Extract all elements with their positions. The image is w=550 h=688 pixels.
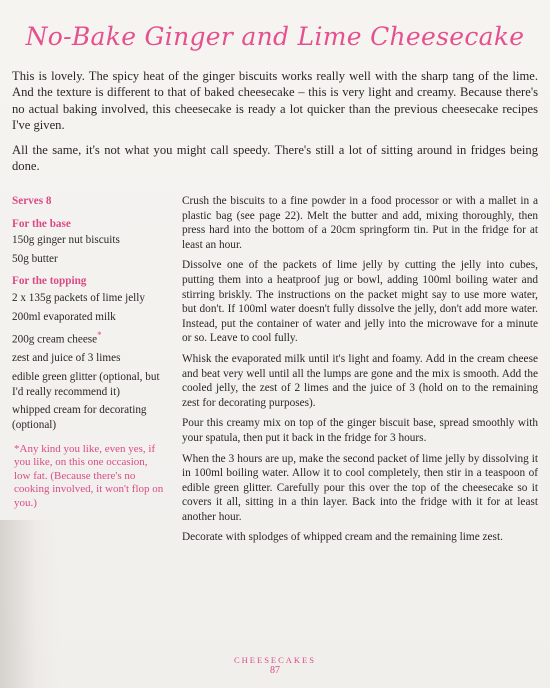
page-footer (0, 655, 550, 676)
ingredient-item (12, 328, 172, 347)
ingredient-item: 2 x 135g packets of lime jelly (12, 291, 145, 304)
method-step: Crush the biscuits to a fine powder in a food processor or with a mallet in a plastic bag (see page 22). Melt the butter and add, mixing thoroughly, then press hard into the bottom of a 20cm springform tin. Put in the fridge for at least an hour. (182, 195, 538, 251)
ingredient-item: zest and juice of 3 limes (12, 352, 121, 365)
method-column (182, 194, 538, 551)
base-heading: For the base (12, 217, 71, 230)
method-step: Decorate with splodges of whipped cream and the remaining lime zest. (182, 531, 503, 544)
ingredient-item: whipped cream for decorating (optional) (12, 404, 147, 431)
ingredient-item: 50g butter (12, 252, 58, 265)
ingredient-item: 200ml evaporated milk (12, 310, 116, 323)
recipe-title: No-Bake Ginger and Lime Cheesecake (25, 22, 525, 51)
method-step: Pour this creamy mix on top of the ginger biscuit base, spread smoothly with your spatula, then put it back in the fridge for 3 hours. (182, 417, 538, 444)
intro-text (12, 68, 538, 182)
ingredient-item: edible green glitter (optional, but I'd really recommend it) (12, 371, 160, 398)
ingredient-text: 200g cream cheese (12, 333, 98, 346)
ingredient-item: 150g ginger nut biscuits (12, 234, 120, 247)
intro-paragraph: This is lovely. The spicy heat of the ginger biscuits works really well with the sharp tang of the lime. And the texture is different to that of baked cheesecake – this is very light and creamy. Because there's no actual baking involved, this cheesecake is ready a lot quicker than the previous cheesecake recipes I've given. (12, 69, 538, 133)
topping-heading: For the topping (12, 275, 87, 288)
page-number: 87 (270, 665, 280, 676)
method-step: Whisk the evaporated milk until it's light and foamy. Add in the cream cheese and beat very well until all the lumps are gone and the mix is smooth. Add the cooled jelly, the zest of 2 limes and the juice of 3 (hold on to the remaining zest for decorating purposes). (182, 352, 538, 409)
asterisk-mark: * (97, 330, 102, 341)
ingredients-column (12, 194, 172, 436)
footnote: *Any kind you like, even yes, if you like, on this one occasion, low fat. (Because there's no cooking involved, it won't flop on you.) (14, 443, 164, 509)
section-name: CHEESECAKES (234, 655, 316, 665)
method-step: When the 3 hours are up, make the second packet of lime jelly by dissolving it in 100ml boiling water. Allow it to cool completely, then stir in a teaspoon of edible green glitter. Carefully pour this over the top of the cheesecake so it covers it all, sitting in a thin layer. Back into the fridge with it for at least another hour. (182, 452, 538, 523)
method-step: Dissolve one of the packets of lime jelly by cutting the jelly into cubes, putting them into a heatproof jug or bowl, adding 100ml boiling water and stirring briskly. The instructions on the packet might say to use more water, but don't. If 100ml water doesn't fully dissolve the jelly, don't add more water. Instead, put the container of water and jelly into the microwave for a minute or so. Leave to cool fully. (182, 259, 538, 345)
intro-paragraph: All the same, it's not what you might call speedy. There's still a lot of sitting around in fridges being done. (12, 142, 538, 174)
serves-label: Serves 8 (12, 195, 52, 207)
